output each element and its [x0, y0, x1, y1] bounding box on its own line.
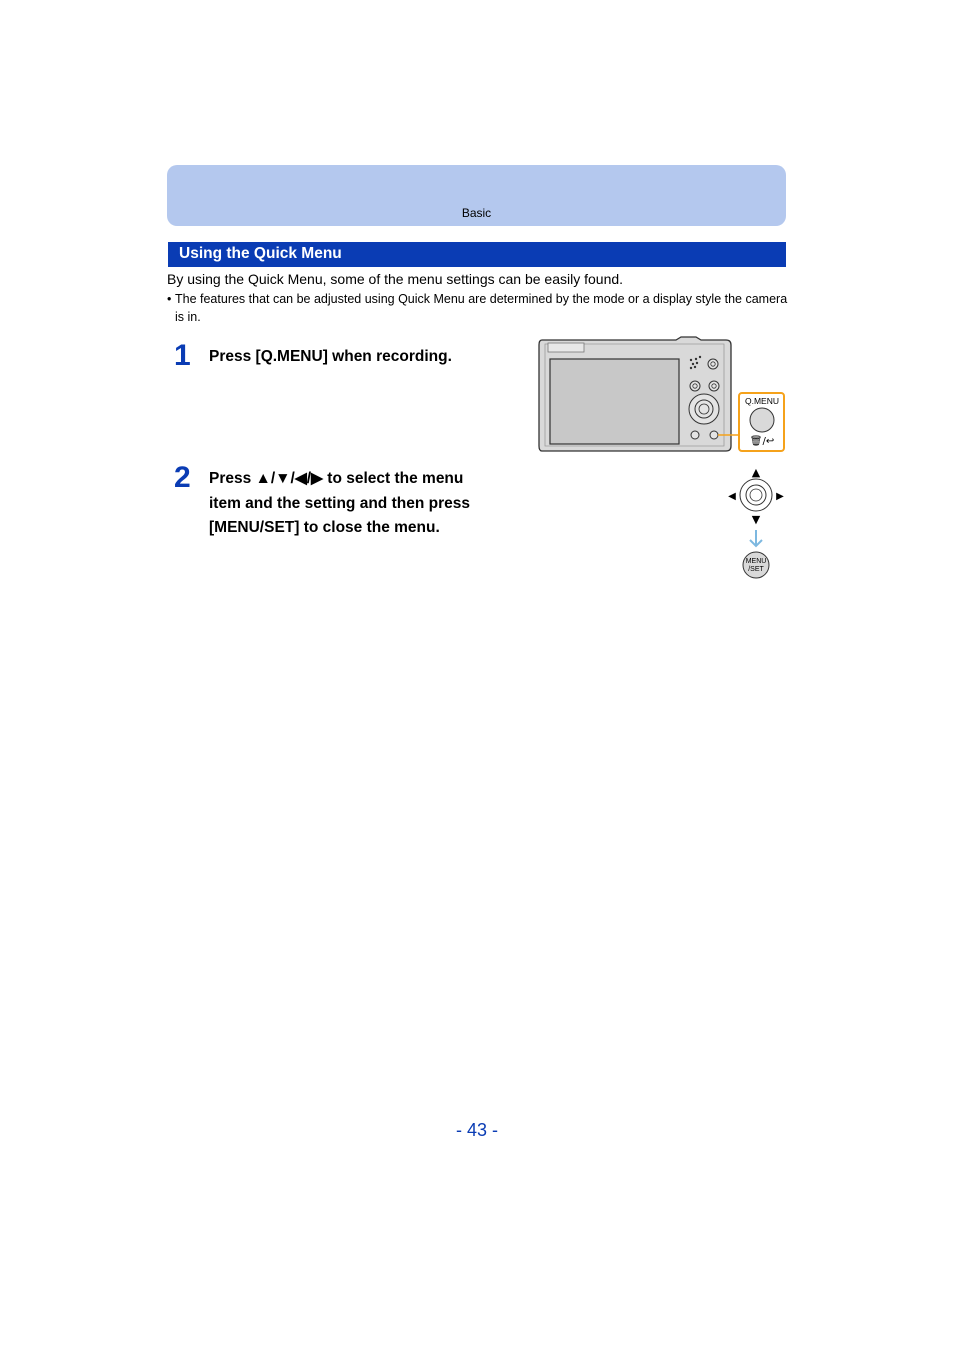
up-arrow-icon: ▲	[751, 466, 761, 479]
step-number-2: 2	[174, 461, 191, 494]
left-arrow-icon: ◀	[728, 491, 736, 502]
viewfinder-tab	[548, 343, 584, 352]
step-text-1: Press [Q.MENU] when recording.	[209, 348, 452, 365]
lcd-screen	[550, 359, 679, 444]
playback-button-icon	[690, 381, 700, 391]
delete-return-icon: 🗑/↩	[749, 436, 775, 447]
menu-set-label-bottom: /SET	[748, 566, 764, 573]
step-number-1: 1	[174, 339, 191, 372]
page-number: - 43 -	[455, 1120, 498, 1140]
step-2-line-2: item and the setting and then press	[209, 494, 470, 512]
section-title: Using the Quick Menu	[179, 245, 342, 262]
menu-set-button-icon	[743, 552, 769, 578]
mode-button-icon	[708, 359, 718, 369]
right-arrow-icon: ▶	[776, 491, 784, 502]
record-button-icon	[709, 381, 719, 391]
step-text-2	[209, 467, 470, 541]
step-2-line-3: [MENU/SET] to close the menu.	[209, 519, 440, 536]
menu-set-label-top: MENU	[745, 558, 767, 565]
note-item	[167, 290, 792, 326]
section-title-bar	[168, 242, 786, 267]
qmenu-button-icon	[750, 408, 774, 432]
camera-back-illustration	[536, 334, 788, 456]
cursor-dial-illustration	[724, 464, 788, 582]
qmenu-small-button-icon	[710, 431, 718, 439]
qmenu-callout-label: Q.MENU	[745, 396, 779, 406]
disp-button-icon	[691, 431, 699, 439]
step-2-line-1: Press ▲/▼/◀/▶ to select the menu	[209, 470, 464, 487]
intro-paragraph: By using the Quick Menu, some of the menu settings can be easily found.	[167, 271, 624, 287]
chapter-label: Basic	[461, 206, 492, 220]
down-arrow-icon: ▼	[751, 513, 761, 526]
note-text: The features that can be adjusted using Quick Menu are determined by the mode or a display style the camera is in.	[175, 292, 788, 324]
transition-arrow-icon	[750, 530, 762, 546]
bullet: •	[167, 292, 172, 306]
chapter-header-band	[167, 165, 786, 226]
